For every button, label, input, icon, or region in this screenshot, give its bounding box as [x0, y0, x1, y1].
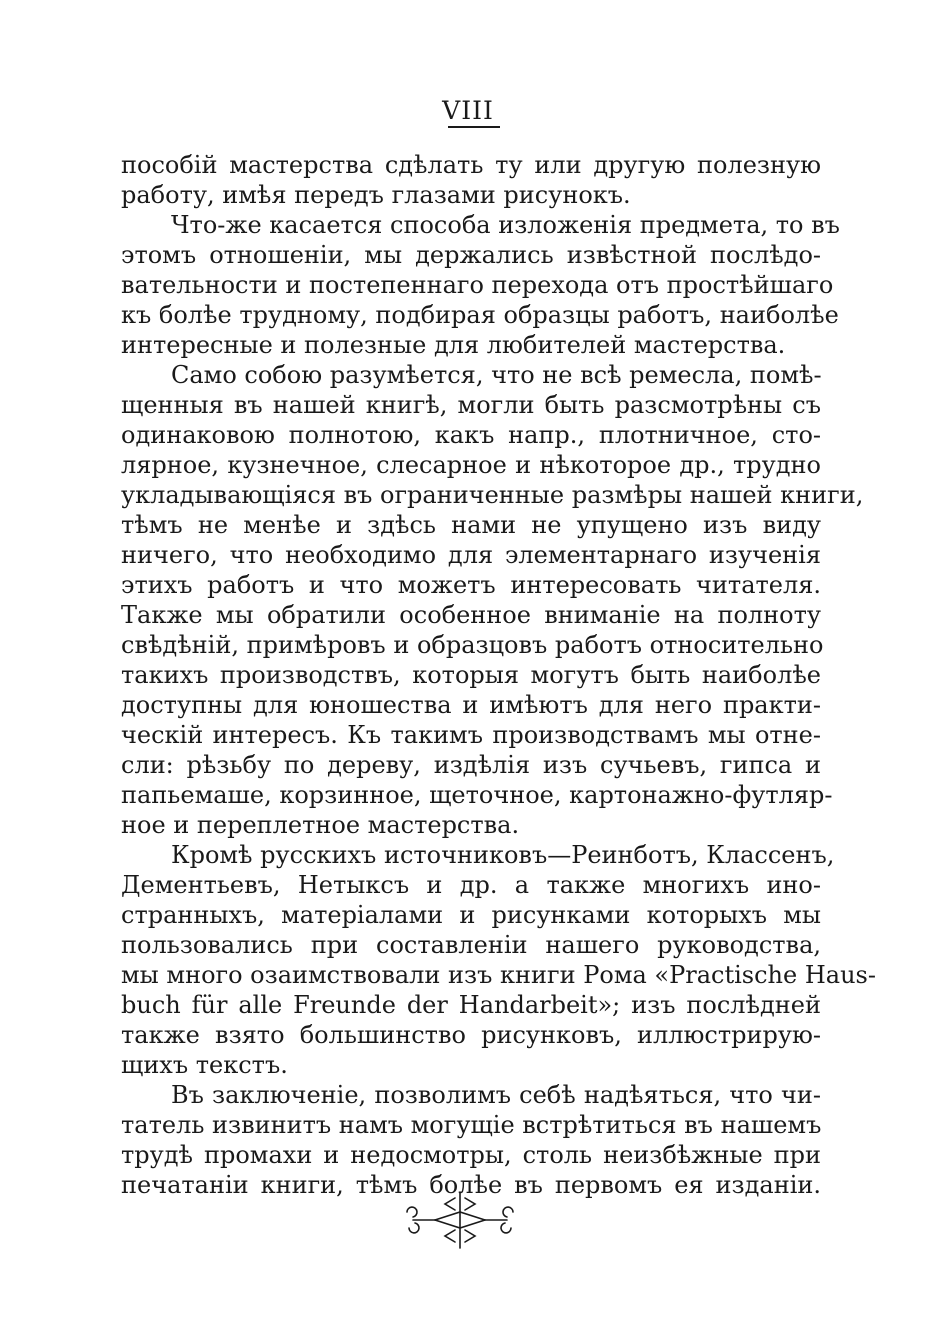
body-text — [121, 150, 876, 1200]
printers-ornament-icon — [395, 1190, 525, 1250]
text-line: Въ заключеніе, позволимъ себѣ надѣяться, что чи- — [171, 1081, 821, 1109]
text-line: интересные и полезные для любителей мастерства. — [121, 331, 786, 359]
text-line: щихъ текстъ. — [121, 1051, 288, 1079]
text-line: печатаніи книги, тѣмъ болѣе въ первомъ ея изданіи. — [121, 1171, 821, 1199]
text-line: buch für alle Freunde der Handarbeit»; изъ послѣдней — [121, 991, 821, 1019]
text-line: Само собою разумѣется, что не всѣ ремесла, помѣ- — [171, 361, 822, 389]
text-line: также взято большинство рисунковъ, иллюстрирую- — [121, 1021, 821, 1049]
text-line: ничего, что необходимо для элементарнаго изученія — [121, 541, 821, 569]
text-line: такихъ производствъ, которыя могутъ быть наиболѣе — [121, 661, 821, 689]
text-line: ное и переплетное мастерства. — [121, 811, 520, 839]
text-line: мы много озаимствовали изъ книги Рома «Practische Haus- — [121, 961, 876, 989]
text-line: сли: рѣзьбу по дереву, издѣлія изъ сучьевъ, гипса и — [121, 751, 821, 779]
text-line: укладывающіяся въ ограниченные размѣры нашей книги, — [121, 481, 864, 509]
text-line: странныхъ, матеріалами и рисунками которыхъ мы — [121, 901, 821, 929]
text-line: пособій мастерства сдѣлать ту или другую полезную — [121, 151, 821, 179]
text-line: доступны для юношества и имѣютъ для него практи- — [121, 691, 821, 719]
text-line: щенныя въ нашей книгѣ, могли быть разсмотрѣны съ — [121, 391, 821, 419]
text-line: этомъ отношеніи, мы держались извѣстной послѣдо- — [121, 241, 821, 269]
text-line: Дементьевъ, Нетыксъ и др. а также многихъ ино- — [121, 871, 821, 899]
text-line: лярное, кузнечное, слесарное и нѣкоторое др., трудно — [121, 451, 821, 479]
text-line: Кромѣ русскихъ источниковъ—Реинботъ, Классенъ, — [171, 841, 835, 869]
text-line: Также мы обратили особенное вниманіе на полноту — [121, 601, 821, 629]
text-line: этихъ работъ и что можетъ интересовать читателя. — [121, 571, 821, 599]
text-line: къ болѣе трудному, подбирая образцы работъ, наиболѣе — [121, 301, 839, 329]
text-line: трудѣ промахи и недосмотры, столь неизбѣжные при — [121, 1141, 821, 1169]
text-line: татель извинитъ намъ могущіе встрѣтиться въ нашемъ — [121, 1111, 822, 1139]
text-line: тѣмъ не менѣе и здѣсь нами не упущено изъ виду — [121, 511, 821, 539]
page-number: VIII — [442, 96, 494, 125]
page-number-underline — [448, 126, 500, 128]
text-line: папьемаше, корзинное, щеточное, картонажно-футляр- — [121, 781, 833, 809]
text-line: Что-же касается способа изложенія предмета, то въ — [171, 211, 840, 239]
text-line: работу, имѣя передъ глазами рисунокъ. — [121, 181, 631, 209]
text-line: ческій интересъ. Къ такимъ производствамъ мы отне- — [121, 721, 821, 749]
text-line: вательности и постепеннаго перехода отъ простѣйшаго — [121, 271, 834, 299]
text-line: пользовались при составленіи нашего руководства, — [121, 931, 821, 959]
text-line: свѣдѣній, примѣровъ и образцовъ работъ относительно — [121, 631, 824, 659]
text-line: одинаковою полнотою, какъ напр., плотничное, сто- — [121, 421, 821, 449]
